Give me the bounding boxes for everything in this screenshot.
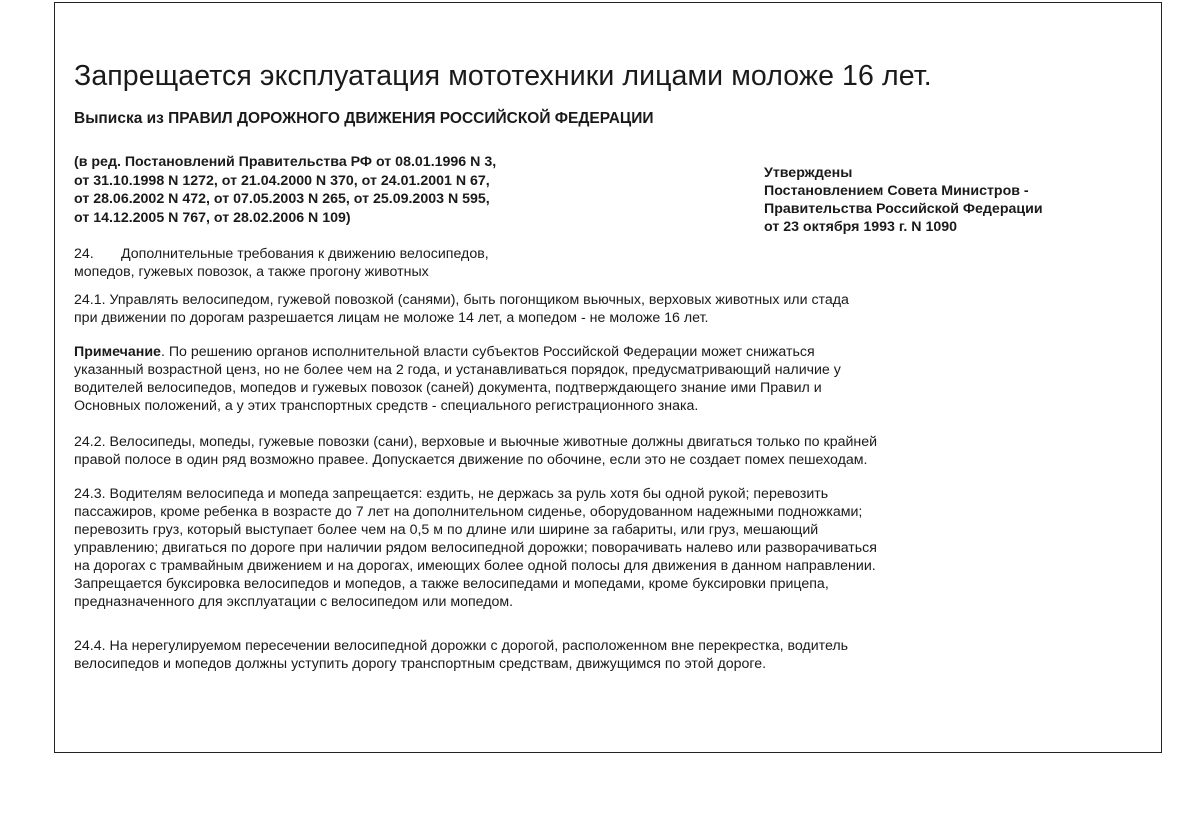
note-label: Примечание [74, 344, 161, 360]
paragraph-line: 24.2. Велосипеды, мопеды, гужевые повозки (сани), верховые и вьючные животные должны двигаться только по крайней [74, 434, 878, 450]
approval-block [764, 164, 1043, 236]
paragraph-24-4 [74, 637, 848, 673]
paragraph-24-3 [74, 485, 877, 611]
amendment-line: от 14.12.2005 N 767, от 28.02.2006 N 109) [74, 209, 351, 226]
section-heading-line: Дополнительные требования к движению велосипедов, [121, 246, 489, 262]
section-number: 24. [74, 246, 94, 262]
page-title: Запрещается эксплуатация мототехники лицами моложе 16 лет. [74, 60, 932, 92]
paragraph-line: на дорогах с трамвайным движением и на дорогах, имеющих более одной полосы для движения в данном направлении. [74, 558, 876, 574]
paragraph-line: при движении по дорогам разрешается лицам не моложе 14 лет, а мопедом - не моложе 16 лет. [74, 310, 709, 326]
paragraph-line: предназначенного для эксплуатации с велосипедом или мопедом. [74, 594, 514, 610]
note-text: . По решению органов исполнительной власти субъектов Российской Федерации может снижаться [160, 344, 815, 360]
paragraph-line: Запрещается буксировка велосипедов и мопедов, а также велосипедами и мопедами, кроме буксировки прицепа, [74, 576, 829, 592]
section-24-heading [74, 245, 489, 281]
paragraph-line: перевозить груз, который выступает более чем на 0,5 м по длине или ширине за габариты, или груз, мешающий [74, 522, 819, 538]
section-heading-line: мопедов, гужевых повозок, а также прогону животных [74, 264, 429, 280]
amendment-line: (в ред. Постановлений Правительства РФ от 08.01.1996 N 3, [74, 154, 497, 170]
paragraph-line: 24.3. Водителям велосипеда и мопеда запрещается: ездить, не держась за руль хотя бы одной рукой; перевозить [74, 486, 829, 502]
approval-line: от 23 октября 1993 г. N 1090 [764, 219, 958, 235]
approval-line: Правительства Российской Федерации [764, 201, 1043, 217]
paragraph-line: правой полосе в один ряд возможно правее. Допускается движение по обочине, если это не создает помех пешеходам. [74, 452, 868, 468]
paragraph-line: водителей велосипедов, мопедов и гужевых повозок (саней) документа, подтверждающего знание ими Правил и [74, 380, 822, 396]
note-paragraph [74, 343, 841, 415]
paragraph-line: пассажиров, кроме ребенка в возрасте до 7 лет на дополнительном сиденье, оборудованном надежными подножками; [74, 504, 863, 520]
paragraph-line: 24.1. Управлять велосипедом, гужевой повозкой (санями), быть погонщиком вьючных, верховых животных или стада [74, 292, 849, 308]
paragraph-24-2 [74, 433, 877, 469]
amendment-line: от 31.10.1998 N 1272, от 21.04.2000 N 370, от 24.01.2001 N 67, [74, 172, 490, 189]
paragraph-line: управлению; двигаться по дороге при наличии рядом велосипедной дорожки; поворачивать налево или разворачиваться [74, 540, 877, 556]
paragraph-line: велосипедов и мопедов должны уступить дорогу транспортным средствам, движущимся по этой дороге. [74, 656, 767, 672]
amendment-line: от 28.06.2002 N 472, от 07.05.2003 N 265, от 25.09.2003 N 595, [74, 191, 490, 207]
amendments-block [74, 153, 674, 227]
approval-line: Постановлением Совета Министров - [764, 183, 1029, 199]
paragraph-line: 24.4. На нерегулируемом пересечении велосипедной дорожки с дорогой, расположенном вне перекрестка, водитель [74, 638, 849, 654]
document-subtitle: Выписка из ПРАВИЛ ДОРОЖНОГО ДВИЖЕНИЯ РОССИЙСКОЙ ФЕДЕРАЦИИ [74, 110, 654, 127]
paragraph-line: Основных положений, а у этих транспортных средств - специального регистрационного знака. [74, 398, 699, 414]
paragraph-24-1 [74, 291, 849, 327]
approval-line: Утверждены [764, 165, 853, 181]
paragraph-line: указанный возрастной ценз, но не более чем на 2 года, и устанавливаться порядок, предусматривающий наличие у [74, 362, 841, 378]
